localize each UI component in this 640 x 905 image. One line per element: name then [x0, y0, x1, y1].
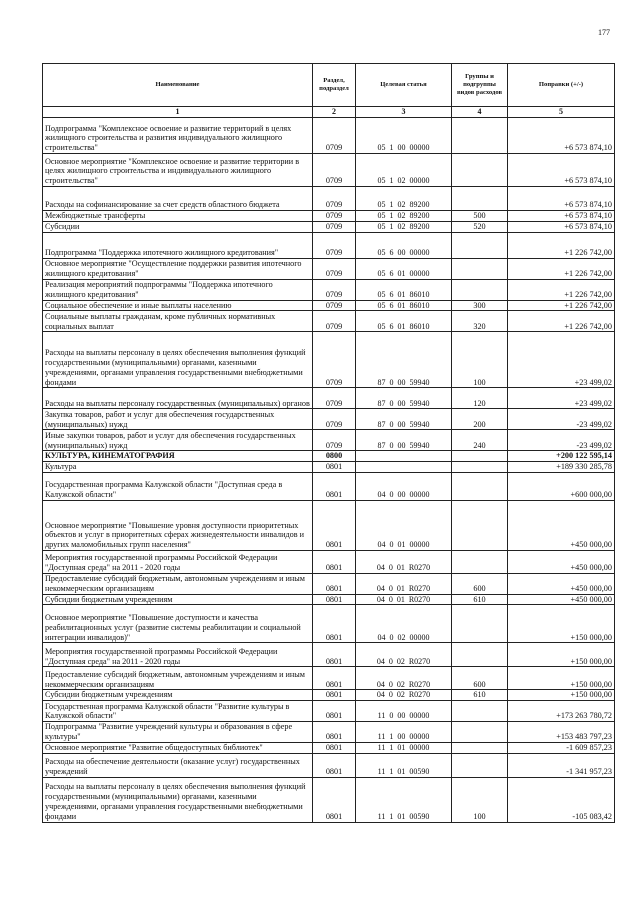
- row-name: Иные закупки товаров, работ и услуг для обеспечения государственных (муниципальных) нужд: [43, 430, 313, 451]
- row-expense-group: 240: [452, 430, 508, 451]
- row-target-article: 04 0 02 R0270: [356, 643, 452, 667]
- row-amendment: +189 330 285,78: [508, 462, 615, 473]
- header-num-2: 2: [313, 107, 356, 118]
- row-expense-group: 100: [452, 777, 508, 822]
- row-name: Государственная программа Калужской области "Развитие культуры в Калужской области": [43, 701, 313, 722]
- row-expense-group: 120: [452, 388, 508, 409]
- table-row: [43, 667, 615, 690]
- header-num-5: 5: [508, 107, 615, 118]
- row-section: 0709: [313, 300, 356, 311]
- row-section: 0801: [313, 753, 356, 777]
- header-amendments: Поправки (+/-): [508, 64, 615, 107]
- table-row: [43, 500, 615, 550]
- row-expense-group: [452, 605, 508, 643]
- row-target-article: 05 6 00 00000: [356, 232, 452, 258]
- row-name: Государственная программа Калужской области "Доступная среда в Калужской области": [43, 472, 313, 500]
- row-name: Основное мероприятие "Комплексное освоение и развитие территории в целях жилищного строительства и индивидуального жилищного строительства": [43, 154, 313, 187]
- table-row: [43, 154, 615, 187]
- row-name: Субсидии бюджетным учреждениям: [43, 594, 313, 605]
- row-section: 0709: [313, 232, 356, 258]
- table-row: [43, 573, 615, 594]
- row-target-article: 87 0 00 59940: [356, 430, 452, 451]
- row-name: Расходы на выплаты персоналу в целях обеспечения выполнения функций государственными (муниципальными) органами, казенными учреждениями, органами управления государственными внебюджетными фондами: [43, 332, 313, 388]
- table-row: [43, 742, 615, 753]
- row-amendment: +200 122 595,14: [508, 451, 615, 462]
- row-expense-group: [452, 742, 508, 753]
- header-expense-groups: Группы и подгруппы видов расходов: [452, 64, 508, 107]
- row-expense-group: [452, 753, 508, 777]
- row-expense-group: 520: [452, 221, 508, 232]
- row-section: 0801: [313, 777, 356, 822]
- row-expense-group: 610: [452, 690, 508, 701]
- row-name: Субсидии: [43, 221, 313, 232]
- row-name: Мероприятия государственной программы Российской Федерации "Доступная среда" на 2011 - 2020 годы: [43, 643, 313, 667]
- row-target-article: 11 0 00 00000: [356, 701, 452, 722]
- row-section: 0801: [313, 643, 356, 667]
- row-name: Межбюджетные трансферты: [43, 211, 313, 222]
- row-name: Закупка товаров, работ и услуг для обеспечения государственных (муниципальных) нужд: [43, 409, 313, 430]
- row-expense-group: [452, 462, 508, 473]
- row-name: Подпрограмма "Комплексное освоение и развитие территорий в целях жилищного строительства и развития индивидуального жилищного строительства": [43, 118, 313, 154]
- row-name: Основное мероприятие "Повышение уровня доступности приоритетных объектов и услуг в приоритетных сферах жизнедеятельности инвалидов и других маломобильных групп населения": [43, 500, 313, 550]
- header-target-article: Целевая статья: [356, 64, 452, 107]
- row-target-article: 04 0 01 R0270: [356, 573, 452, 594]
- row-target-article: 87 0 00 59940: [356, 388, 452, 409]
- row-target-article: 04 0 02 00000: [356, 605, 452, 643]
- row-expense-group: 300: [452, 300, 508, 311]
- row-target-article: 11 1 00 00000: [356, 722, 452, 743]
- row-target-article: 05 6 01 86010: [356, 300, 452, 311]
- row-section: 0801: [313, 701, 356, 722]
- table-row: [43, 594, 615, 605]
- page-number: 177: [598, 28, 610, 37]
- row-section: 0801: [313, 462, 356, 473]
- row-amendment: +1 226 742,00: [508, 258, 615, 279]
- row-amendment: +23 499,02: [508, 388, 615, 409]
- row-amendment: +153 483 797,23: [508, 722, 615, 743]
- row-amendment: +6 573 874,10: [508, 154, 615, 187]
- row-section: 0709: [313, 211, 356, 222]
- row-name: Культура: [43, 462, 313, 473]
- row-amendment: +23 499,02: [508, 332, 615, 388]
- row-target-article: 05 1 02 89200: [356, 211, 452, 222]
- table-row: [43, 753, 615, 777]
- row-expense-group: [452, 258, 508, 279]
- row-name: Предоставление субсидий бюджетным, автономным учреждениям и иным некоммерческим организациям: [43, 667, 313, 690]
- row-name: Основное мероприятие "Осуществление поддержки развития ипотечного жилищного кредитования": [43, 258, 313, 279]
- row-amendment: +1 226 742,00: [508, 300, 615, 311]
- table-row: [43, 472, 615, 500]
- table-row: [43, 550, 615, 573]
- row-expense-group: [452, 643, 508, 667]
- row-target-article: 05 1 02 89200: [356, 221, 452, 232]
- table-row: [43, 211, 615, 222]
- row-expense-group: [452, 279, 508, 300]
- row-section: 0709: [313, 279, 356, 300]
- row-amendment: -1 341 957,23: [508, 753, 615, 777]
- row-amendment: +1 226 742,00: [508, 311, 615, 332]
- row-section: 0709: [313, 187, 356, 211]
- row-section: 0801: [313, 722, 356, 743]
- table-row: [43, 409, 615, 430]
- row-section: 0709: [313, 388, 356, 409]
- row-amendment: +150 000,00: [508, 605, 615, 643]
- row-name: Социальное обеспечение и иные выплаты населению: [43, 300, 313, 311]
- row-expense-group: 100: [452, 332, 508, 388]
- row-section: 0709: [313, 430, 356, 451]
- row-target-article: 87 0 00 59940: [356, 332, 452, 388]
- row-amendment: +150 000,00: [508, 667, 615, 690]
- table-row: [43, 388, 615, 409]
- row-section: 0709: [313, 332, 356, 388]
- table-row: [43, 279, 615, 300]
- row-name: Предоставление субсидий бюджетным, автономным учреждениям и иным некоммерческим организациям: [43, 573, 313, 594]
- row-section: 0709: [313, 311, 356, 332]
- row-amendment: +6 573 874,10: [508, 211, 615, 222]
- table-row: [43, 643, 615, 667]
- row-amendment: -1 609 857,23: [508, 742, 615, 753]
- row-amendment: -105 083,42: [508, 777, 615, 822]
- row-section: 0801: [313, 690, 356, 701]
- table-row: [43, 187, 615, 211]
- row-expense-group: [452, 472, 508, 500]
- row-amendment: +450 000,00: [508, 550, 615, 573]
- row-expense-group: 610: [452, 594, 508, 605]
- row-expense-group: [452, 550, 508, 573]
- table-row: [43, 690, 615, 701]
- header-num-4: 4: [452, 107, 508, 118]
- row-section: 0709: [313, 409, 356, 430]
- row-name: Мероприятия государственной программы Российской Федерации "Доступная среда" на 2011 - 2020 годы: [43, 550, 313, 573]
- row-amendment: +150 000,00: [508, 690, 615, 701]
- row-target-article: 11 1 01 00590: [356, 753, 452, 777]
- row-amendment: +6 573 874,10: [508, 118, 615, 154]
- table-row: [43, 701, 615, 722]
- row-expense-group: [452, 118, 508, 154]
- header-num-1: 1: [43, 107, 313, 118]
- row-amendment: -23 499,02: [508, 430, 615, 451]
- row-name: Социальные выплаты гражданам, кроме публичных нормативных социальных выплат: [43, 311, 313, 332]
- table-row: [43, 777, 615, 822]
- row-name: Расходы на выплаты персоналу в целях обеспечения выполнения функций государственными (муниципальными) органами, казенными учреждениями, органами управления государственными внебюджетными фондами: [43, 777, 313, 822]
- row-target-article: 05 1 00 00000: [356, 118, 452, 154]
- row-target-article: 05 6 01 00000: [356, 258, 452, 279]
- row-section: 0709: [313, 154, 356, 187]
- row-target-article: 11 1 01 00590: [356, 777, 452, 822]
- row-expense-group: 200: [452, 409, 508, 430]
- row-target-article: 04 0 01 R0270: [356, 594, 452, 605]
- table-row: [43, 722, 615, 743]
- table-row: [43, 232, 615, 258]
- row-section: 0801: [313, 594, 356, 605]
- amendments-table: [42, 63, 615, 823]
- row-expense-group: [452, 500, 508, 550]
- row-section: 0800: [313, 451, 356, 462]
- row-amendment: +173 263 780,72: [508, 701, 615, 722]
- row-name: Основное мероприятие "Развитие общедоступных библиотек": [43, 742, 313, 753]
- row-amendment: +450 000,00: [508, 500, 615, 550]
- row-section: 0709: [313, 221, 356, 232]
- row-expense-group: [452, 154, 508, 187]
- row-section: 0801: [313, 605, 356, 643]
- row-target-article: 04 0 00 00000: [356, 472, 452, 500]
- row-section: 0801: [313, 573, 356, 594]
- row-name: Субсидии бюджетным учреждениям: [43, 690, 313, 701]
- header-section: Раздел, подраздел: [313, 64, 356, 107]
- row-name: Реализация мероприятий подпрограммы "Поддержка ипотечного жилищного кредитования": [43, 279, 313, 300]
- table-row: [43, 258, 615, 279]
- row-section: 0801: [313, 742, 356, 753]
- row-section: 0801: [313, 550, 356, 573]
- row-expense-group: [452, 451, 508, 462]
- table-row: [43, 451, 615, 462]
- row-expense-group: 600: [452, 667, 508, 690]
- row-target-article: 05 1 02 89200: [356, 187, 452, 211]
- table-row: [43, 462, 615, 473]
- row-target-article: [356, 451, 452, 462]
- row-amendment: -23 499,02: [508, 409, 615, 430]
- table-row: [43, 118, 615, 154]
- row-amendment: +600 000,00: [508, 472, 615, 500]
- row-name: Подпрограмма "Поддержка ипотечного жилищного кредитования": [43, 232, 313, 258]
- row-expense-group: [452, 701, 508, 722]
- table-row: [43, 605, 615, 643]
- row-amendment: +150 000,00: [508, 643, 615, 667]
- row-expense-group: 600: [452, 573, 508, 594]
- row-target-article: 04 0 01 00000: [356, 500, 452, 550]
- row-section: 0709: [313, 258, 356, 279]
- row-target-article: 87 0 00 59940: [356, 409, 452, 430]
- row-section: 0801: [313, 667, 356, 690]
- row-amendment: +1 226 742,00: [508, 279, 615, 300]
- row-target-article: 05 1 02 00000: [356, 154, 452, 187]
- row-expense-group: [452, 722, 508, 743]
- table-row: [43, 430, 615, 451]
- row-name: Расходы на выплаты персоналу государственных (муниципальных) органов: [43, 388, 313, 409]
- row-amendment: +1 226 742,00: [508, 232, 615, 258]
- header-name: Наименование: [43, 64, 313, 107]
- row-expense-group: 500: [452, 211, 508, 222]
- table-row: [43, 300, 615, 311]
- table-row: [43, 311, 615, 332]
- row-target-article: 04 0 01 R0270: [356, 550, 452, 573]
- table-row: [43, 221, 615, 232]
- row-section: 0709: [313, 118, 356, 154]
- row-target-article: [356, 462, 452, 473]
- row-target-article: 04 0 02 R0270: [356, 690, 452, 701]
- row-expense-group: [452, 232, 508, 258]
- header-num-3: 3: [356, 107, 452, 118]
- row-name: Подпрограмма "Развитие учреждений культуры и образования в сфере культуры": [43, 722, 313, 743]
- table-body: [43, 118, 615, 823]
- row-name: КУЛЬТУРА, КИНЕМАТОГРАФИЯ: [43, 451, 313, 462]
- row-target-article: 04 0 02 R0270: [356, 667, 452, 690]
- row-name: Основное мероприятие "Повышение доступности и качества реабилитационных услуг (развитие системы реабилитации и социальной интеграции инвалидов)": [43, 605, 313, 643]
- row-section: 0801: [313, 500, 356, 550]
- row-expense-group: 320: [452, 311, 508, 332]
- row-name: Расходы на софинансирование за счет средств областного бюджета: [43, 187, 313, 211]
- row-name: Расходы на обеспечение деятельности (оказание услуг) государственных учреждений: [43, 753, 313, 777]
- row-target-article: 05 6 01 86010: [356, 311, 452, 332]
- row-amendment: +6 573 874,10: [508, 221, 615, 232]
- row-target-article: 05 6 01 86010: [356, 279, 452, 300]
- row-amendment: +450 000,00: [508, 573, 615, 594]
- row-section: 0801: [313, 472, 356, 500]
- row-target-article: 11 1 01 00000: [356, 742, 452, 753]
- row-amendment: +6 573 874,10: [508, 187, 615, 211]
- row-expense-group: [452, 187, 508, 211]
- row-amendment: +450 000,00: [508, 594, 615, 605]
- table-row: [43, 332, 615, 388]
